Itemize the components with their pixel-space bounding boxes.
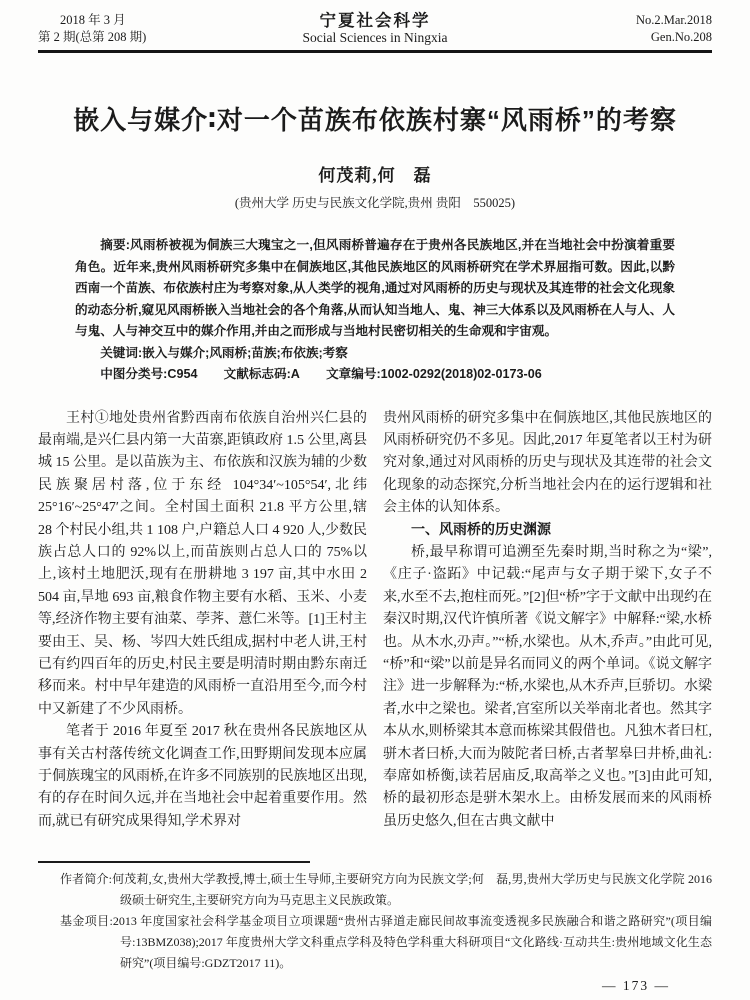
document-code: 文献标志码:A: [223, 367, 300, 381]
body-paragraph: 桥,最早称谓可追溯至先秦时期,当时称之为“梁”,《庄子·盗跖》中记载:“尾声与女子期于梁下,女子不来,水至不去,抱柱而死。”[2]但“桥”字于文献中出现约在秦汉时期,汉代许慎所著《说文解字》中解释:“梁,水桥也。从木水,刅声。”“桥,水梁也。从木,乔声。”由此可见,“桥”和“梁”以前是异名而同义的两个单词。《说文解字注》进一步解释为:“桥,水梁也,从木乔声,巨骄切。水梁者,水中之梁也。梁者,宫室所以关举南北者也。然其字本从水,则桥梁其本意而栋梁其假借也。凡独木者曰杠,骈木者曰桥,大而为陂陀者曰桥,古者挈皋曰井桥,曲礼:奉席如桥衡,读若居庙反,取高举之义也。”[3]由此可知,桥的最初形态是骈木架水上。由桥发展而来的风雨桥虽历史悠久,但在古典文献中: [383, 544, 712, 829]
keywords-text: 关键词:嵌入与媒介;风雨桥;苗族;布依族;考察: [100, 345, 348, 360]
page-number: — 173 —: [602, 977, 670, 993]
article-number: 文章编号:1002-0292(2018)02-0173-06: [326, 367, 542, 381]
abstract-text: 摘要:风雨桥被视为侗族三大瑰宝之一,但风雨桥普遍存在于贵州各民族地区,并在当地社会中扮演着重要角色。近年来,贵州风雨桥研究多集中在侗族地区,其他民族地区的风雨桥研究在学术界屈指可数。因此,以黔西南一个苗族、布依族村庄为考察对象,从人类学的视角,通过对风雨桥的历史与现状及其连带的社会文化现象的动态分析,窥见风雨桥嵌入当地社会的各个角落,从而认知当地人、鬼、神三大体系以及风雨桥在人与人、人与鬼、人与神交互中的媒介作用,并由之而形成与当地村民密切相关的生命观和宇宙观。: [75, 238, 675, 338]
footnote-divider: [38, 861, 310, 863]
body-paragraph: 贵州风雨桥的研究多集中在侗族地区,其他民族地区的风雨桥研究仍不多见。因此,2017 年夏笔者以王村为研究对象,通过对风雨桥的历史与现状及其连带的社会文化现象的动态探究,分析当地社会内在的运行逻辑和社会主体的认知体系。: [383, 410, 712, 516]
body-paragraph: 笔者于 2016 年夏至 2017 秋在贵州各民族地区从事有关古村落传统文化调查工作,田野期间发现本应属于侗族瑰宝的风雨桥,在许多不同族别的民族地区出现,有的存在时间久远,并在当地社会中起着重要作用。然而,就已有研究成果得知,学术界对: [38, 724, 367, 829]
author-bio-note: 作者简介:何茂莉,女,贵州大学教授,博士,硕士生导师,主要研究方向为民族文学;何 磊,男,贵州大学历史与民族文化学院 2016 级硕士研究生,主要研究方向为马克思主义民族政策。: [60, 871, 712, 907]
header-left-block: [38, 12, 218, 46]
journal-title-cn: 宁夏社会科学: [319, 12, 431, 30]
article-title: 嵌入与媒介∶对一个苗族布依族村寨“风雨桥”的考察: [73, 105, 677, 135]
header-date-cn: 2018 年 3 月: [60, 13, 126, 27]
funding-note: 基金项目:2013 年度国家社会科学基金项目立项课题“贵州古驿道走廊民间故事流变透视多民族融合和谐之路研究”(项目编号:13BMZ038);2017 年度贵州大学文科重点学科及特色学科重大科研项目“文化路线·互动共生:贵州地域文化生态研究”(项目编号:GDZT2017 11)。: [60, 913, 712, 970]
header-center-block: [218, 12, 532, 46]
journal-header: [38, 12, 712, 53]
right-column: [383, 408, 712, 857]
header-gen-en: Gen.No.208: [650, 30, 712, 44]
clc-number: 中图分类号:C954: [100, 367, 198, 381]
abstract-block: [75, 235, 675, 386]
footnote-area: [38, 861, 712, 994]
section-heading: 一、风雨桥的历史渊源: [411, 522, 551, 538]
article-authors: 何茂莉,何 磊: [318, 166, 432, 185]
left-column: [38, 408, 367, 857]
article-affiliation: (贵州大学 历史与民族文化学院,贵州 贵阳 550025): [234, 196, 516, 210]
journal-title-en: Social Sciences in Ningxia: [302, 30, 448, 45]
body-columns: [38, 408, 712, 857]
body-paragraph: 王村①地处贵州省黔西南布依族自治州兴仁县的最南端,是兴仁县内第一大苗寨,距镇政府 1.5 公里,离县城 15 公里。是以苗族为主、布依族和汉族为辅的少数民族聚居村落,位于东经 104°34′~105°54′,北纬 25°16′~25°47′之间。全村国土面积 21.8 平方公里,辖 28 个村民小组,共 1 108 户,户籍总人口 4 920 人,少数民族占总人口的 92%以上,而苗族则占总人口的 75%以上,该村土地肥沃,现有在册耕地 3 197 亩,其中水田 2 504 亩,旱地 693 亩,粮食作物主要有水稻、玉米、小麦等,经济作物主要有油菜、荸荠、薏仁米等。[1]王村主要由王、吴、杨、岑四大姓氏组成,据村中老人讲,王村已有约四百年的历史,村民主要是明清时期由黔东南迁移而来。村中早年建造的风雨桥一直沿用至今,而今村中又新建了不少风雨桥。: [38, 410, 367, 717]
classification-line: [75, 364, 675, 386]
header-issue-cn: 第 2 期(总第 208 期): [38, 30, 147, 44]
header-right-block: [532, 12, 712, 46]
header-number-en: No.2.Mar.2018: [635, 13, 712, 27]
